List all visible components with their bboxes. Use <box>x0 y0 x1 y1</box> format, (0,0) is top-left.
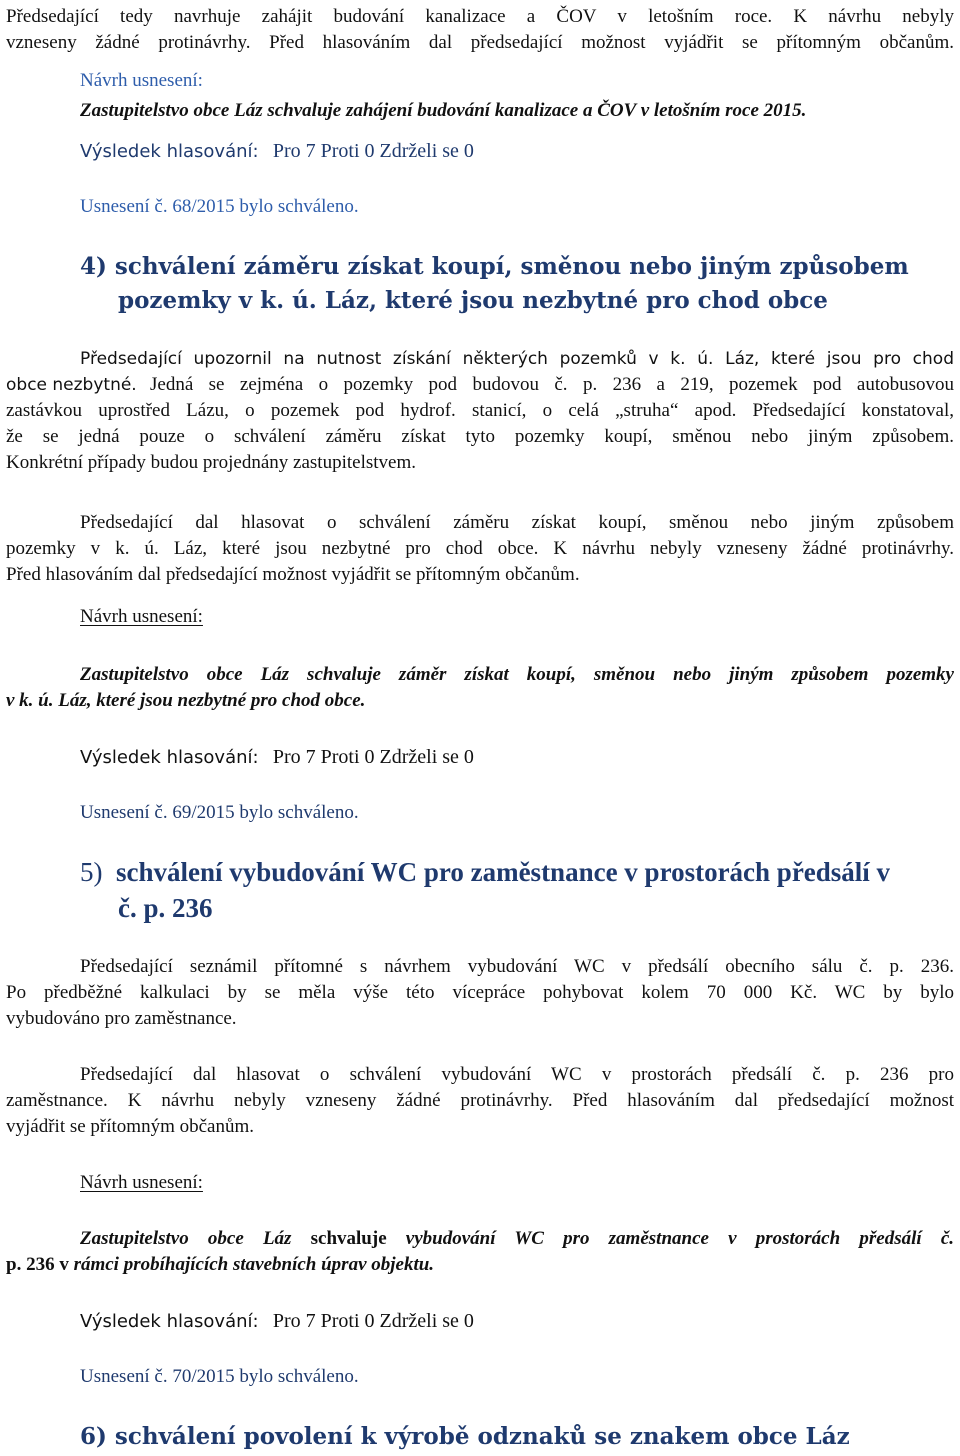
resolution-text-part: rámci probíhajících stavebních úprav objektu. <box>73 1254 435 1275</box>
section-5-p1-line-1: Předsedající seznámil přítomné s návrhem vybudování WC v předsálí obecního sálu č. p. 236. <box>80 956 954 977</box>
section-6-heading: 6) schválení povolení k výrobě odznaků se znakem obce Láz <box>80 1423 850 1450</box>
resolution-text-line-2 <box>6 1254 434 1276</box>
resolution-text: Zastupitelstvo obce Láz schvaluje zahájení budování kanalizace a ČOV v letošním roce 2015. <box>80 100 807 121</box>
section-5-number: 5) <box>80 857 103 887</box>
section-4-p2-line-3: Před hlasováním dal předsedající možnost vyjádřit se přítomným občanům. <box>6 564 580 585</box>
section-5-title-cont: č. p. 236 <box>118 893 213 923</box>
section-4-heading-line-2: pozemky v k. ú. Láz, které jsou nezbytné pro chod obce <box>118 287 828 314</box>
approval-note: Usnesení č. 69/2015 bylo schváleno. <box>80 802 359 823</box>
section-5-p2-line-3: vyjádřit se přítomným občanům. <box>6 1116 255 1137</box>
resolution-text-part: p. 236 v <box>6 1254 74 1275</box>
section-5-p1-line-2: Po předběžné kalkulaci by se měla výše této vícepráce pohybovat kolem 70 000 Kč. WC by bylo <box>6 982 954 1003</box>
resolution-text-line-1 <box>80 1228 954 1250</box>
section-5-p2-line-2: zaměstnance. K návrhu nebyly vzneseny žádné protinávrhy. Před hlasováním dal předsedající možnost <box>6 1090 954 1111</box>
section-5-heading-line-1 <box>80 856 890 888</box>
resolution-text-part: Zastupitelstvo obce Láz <box>80 1228 311 1249</box>
resolution-label: Návrh usnesení: <box>80 1172 203 1193</box>
section-4-heading-line-1: 4) schválení záměru získat koupí, směnou nebo jiným způsobem <box>80 253 909 280</box>
resolution-text-line-2: v k. ú. Láz, které jsou nezbytné pro chod obce. <box>6 690 366 711</box>
section-4-p2-line-1: Předsedající dal hlasovat o schválení záměru získat koupí, směnou nebo jiným způsobem <box>80 512 954 533</box>
section-5-title: schválení vybudování WC pro zaměstnance v prostorách předsálí v <box>116 857 891 887</box>
resolution-text-part: vybudování WC pro zaměstnance v prostorách předsálí č. <box>386 1228 954 1249</box>
vote-result <box>80 746 474 769</box>
section-4-p1-line-2a: obce nezbytné. <box>6 375 137 395</box>
approval-note: Usnesení č. 68/2015 bylo schváleno. <box>80 196 359 217</box>
section-4-p1-line-4: že se jedná pouze o schválení záměru získat tyto pozemky koupí, směnou nebo jiným způsobem. <box>6 426 954 447</box>
section-4-p2-line-2: pozemky v k. ú. Láz, které jsou nezbytné pro chod obce. K návrhu nebyly vzneseny žádné protinávrhy. <box>6 538 954 559</box>
approval-note: Usnesení č. 70/2015 bylo schváleno. <box>80 1366 359 1387</box>
section-5-p2-line-1: Předsedající dal hlasovat o schválení vybudování WC v prostorách předsálí č. p. 236 pro <box>80 1064 954 1085</box>
section-4-p1-line-1: Předsedající upozornil na nutnost získání některých pozemků v k. ú. Láz, které jsou pro chod <box>80 349 954 369</box>
resolution-text-part: schvaluje <box>310 1228 387 1249</box>
resolution-text-line-1: Zastupitelstvo obce Láz schvaluje záměr získat koupí, směnou nebo jiným způsobem pozemky <box>80 664 954 685</box>
intro-line-1: Předsedající tedy navrhuje zahájit budování kanalizace a ČOV v letošním roce. K návrhu nebyly <box>6 6 954 27</box>
vote-result <box>80 140 474 163</box>
section-4-p1-line-2b: Jedná se zejména o pozemky pod budovou č. p. 236 a 219, pozemek pod autobusovou <box>150 374 954 395</box>
section-5-p1-line-3: vybudováno pro zaměstnance. <box>6 1008 237 1029</box>
vote-label: Výsledek hlasování: <box>80 1311 259 1332</box>
vote-values: Pro 7 Proti 0 Zdrželi se 0 <box>272 746 474 768</box>
section-5-heading-line-2 <box>118 892 213 924</box>
vote-label: Výsledek hlasování: <box>80 141 259 162</box>
vote-values: Pro 7 Proti 0 Zdrželi se 0 <box>272 140 474 162</box>
section-4-p1-line-5: Konkrétní případy budou projednány zastupitelstvem. <box>6 452 416 473</box>
vote-result <box>80 1310 474 1333</box>
section-4-p1-line-3: zastávkou uprostřed Lázu, o pozemek pod hydrof. stanicí, o celá „struha“ apod. Předsedající konstatoval, <box>6 400 954 421</box>
vote-label: Výsledek hlasování: <box>80 747 259 768</box>
resolution-label: Návrh usnesení: <box>80 70 203 91</box>
resolution-label: Návrh usnesení: <box>80 606 203 627</box>
intro-line-2: vzneseny žádné protinávrhy. Před hlasováním dal předsedající možnost vyjádřit se přítomným občanům. <box>6 32 954 53</box>
vote-values: Pro 7 Proti 0 Zdrželi se 0 <box>272 1310 474 1332</box>
